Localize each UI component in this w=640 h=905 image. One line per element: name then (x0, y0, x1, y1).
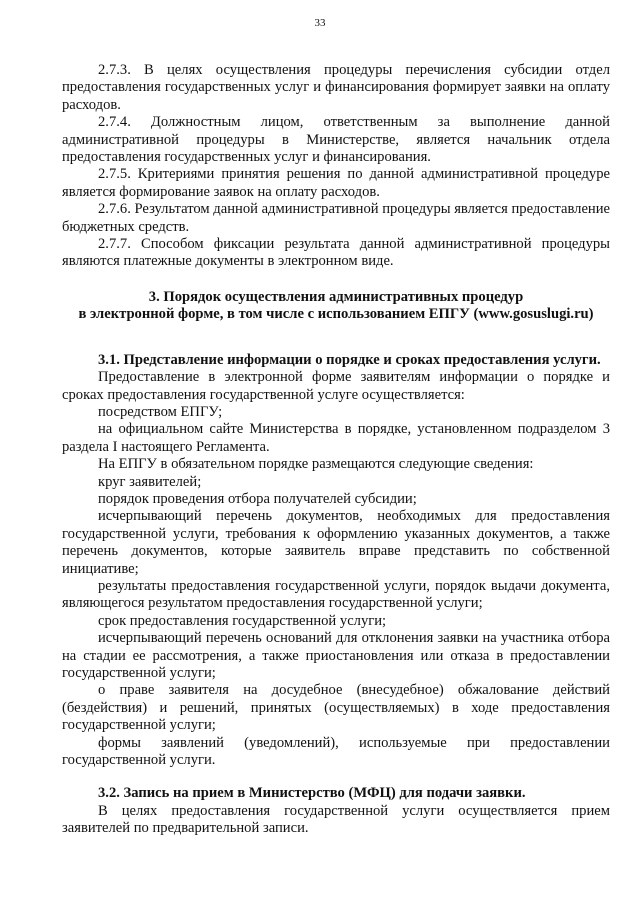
section-heading-line: 3. Порядок осуществления административных процедур (148, 288, 524, 305)
paragraph: 2.7.3. В целях осуществления процедуры перечисления субсидии отдел предоставления государственных услуг и финансирования формирует заявки на оплату расходов. (62, 62, 610, 113)
paragraph: срок предоставления государственной услуги; (98, 612, 387, 629)
paragraph: исчерпывающий перечень оснований для отклонения заявки на участника отбора на стадии ее рассмотрения, а также приостановления или отказа в предоставлении государственной услуги; (62, 630, 610, 681)
paragraph: исчерпывающий перечень документов, необходимых для предоставления государственной услуги, требования к оформлению указанных документов, а также перечень документов, которые заявитель вправе представить по собственной инициативе; (62, 508, 610, 577)
paragraph: результаты предоставления государственной услуги, порядок выдачи документа, являющегося результатом предоставления государственной услуги; (62, 577, 610, 612)
subsection-title: 3.1. Представление информации о порядке и сроках предоставления услуги. (98, 351, 601, 368)
paragraph: 2.7.6. Результатом данной административной процедуры является предоставление бюджетных средств. (62, 201, 611, 235)
page-number: 33 (314, 17, 326, 29)
paragraph: порядок проведения отбора получателей субсидии; (98, 490, 417, 507)
page-body (62, 62, 610, 838)
subsection-title: 3.2. Запись на прием в Министерство (МФЦ) для подачи заявки. (98, 785, 526, 802)
paragraph: на официальном сайте Министерства в порядке, установленном подразделом 3 раздела I настоящего Регламента. (62, 421, 610, 455)
paragraph: Предоставление в электронной форме заявителям информации о порядке и сроках предоставления государственной услуге осуществляется: (62, 369, 610, 403)
paragraph: В целях предоставления государственной услуги осуществляется прием заявителей по предварительной записи. (62, 802, 610, 837)
paragraph: 2.7.4. Должностным лицом, ответственным за выполнение данной административной процедуры в Министерстве, является начальник отдела предоставления государственных услуг и финансирования. (62, 114, 610, 166)
paragraph: 2.7.5. Критериями принятия решения по данной административной процедуре является формирование заявок на оплату расходов. (62, 166, 610, 200)
section-heading (62, 289, 610, 324)
paragraph: круг заявителей; (98, 473, 202, 490)
paragraph: о праве заявителя на досудебное (внесудебное) обжалование действий (бездействия) и решений, принятых (осуществляемых) в ходе предоставления государственной услуги; (62, 682, 610, 734)
paragraph: На ЕПГУ в обязательном порядке размещаются следующие сведения: (98, 456, 534, 473)
section-heading-line: в электронной форме, в том числе с использованием ЕПГУ (www.gosuslugi.ru) (78, 306, 594, 323)
paragraph: посредством ЕПГУ; (98, 403, 223, 420)
paragraph: 2.7.7. Способом фиксации результата данной административной процедуры являются платежные документы в электронном виде. (62, 236, 610, 270)
paragraph: формы заявлений (уведомлений), используемые при предоставлении государственной услуги. (62, 734, 610, 769)
